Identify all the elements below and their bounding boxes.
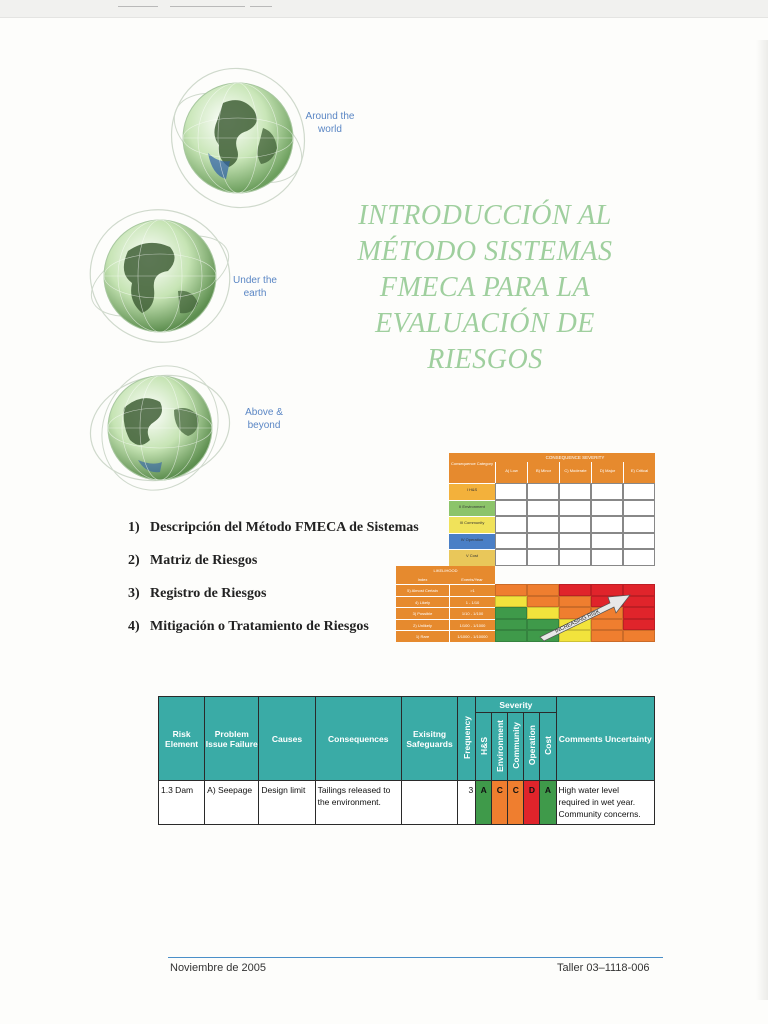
consequence-grid-cell	[591, 549, 623, 566]
cell-sev-operation: D	[524, 781, 540, 825]
title-line: FMECA PARA LA	[379, 272, 591, 303]
scan-border-right	[756, 40, 768, 1000]
consequence-grid-cell	[623, 500, 655, 517]
topic-number: 1)	[128, 520, 140, 535]
footer-date: Noviembre de 2005	[170, 962, 267, 974]
header-sev-hs	[476, 713, 492, 781]
severity-level-label: E) Critical	[623, 462, 655, 483]
title-line: RIESGOS	[427, 344, 543, 375]
consequence-grid-cell	[527, 500, 559, 517]
cell-comments: High water level required in wet year. Community concerns.	[556, 781, 654, 825]
heatmap-cell	[495, 607, 527, 619]
likelihood-index: 4) Likely	[396, 596, 449, 608]
footer-doc-code: Taller 03–1118-006	[557, 962, 650, 974]
category-cell: V Cost	[449, 549, 495, 566]
globe-above-and-beyond	[88, 360, 238, 505]
likelihood-index: 2) Unlikely	[396, 619, 449, 631]
consequence-grid-cell	[623, 483, 655, 500]
page-title	[330, 198, 640, 378]
severity-header: CONSEQUENCE SEVERITY	[495, 453, 655, 462]
cell-sev-hs: A	[476, 781, 492, 825]
likelihood-events: 1/1000 - 1/10000	[449, 630, 495, 642]
likelihood-header: LIKELIHOOD	[396, 566, 495, 575]
sev-col-label: Community	[510, 722, 521, 769]
globe-under-the-earth	[88, 196, 238, 361]
heatmap-cell	[495, 596, 527, 608]
index-header: Index	[396, 575, 449, 584]
topic-text: Matriz de Riesgos	[150, 553, 258, 568]
globe-label-text: Around the world	[305, 111, 355, 135]
globe-icon	[168, 58, 308, 218]
scan-mark	[170, 6, 245, 7]
sev-col-label: Operation	[526, 725, 537, 766]
globe-label-under-the-earth	[225, 274, 285, 300]
risk-matrix	[396, 453, 656, 644]
header-risk-element: Risk Element	[159, 697, 205, 781]
topic-number: 3)	[128, 586, 140, 601]
category-cell: I H&S	[449, 483, 495, 500]
severity-level-label: C) Moderate	[559, 462, 591, 483]
scan-border-top	[0, 0, 768, 18]
title-line: EVALUACIÓN DE	[375, 308, 595, 339]
category-cell: III Community	[449, 516, 495, 533]
header-problem: Problem Issue Failure	[205, 697, 259, 781]
header-severity: Severity	[476, 697, 556, 713]
title-line: INTRODUCCIÓN AL	[358, 200, 612, 231]
cell-problem: A) Seepage	[205, 781, 259, 825]
likelihood-events: >1	[449, 584, 495, 596]
consequence-grid-cell	[559, 549, 591, 566]
consequence-grid-cell	[495, 483, 527, 500]
consequence-grid-cell	[559, 533, 591, 550]
footer-divider	[168, 957, 663, 958]
globe-icon	[88, 196, 238, 356]
cell-consequences: Tailings released to the environment.	[315, 781, 401, 825]
consequence-grid-cell	[495, 533, 527, 550]
consequence-grid-cell	[623, 533, 655, 550]
topic-text: Mitigación o Tratamiento de Riesgos	[150, 619, 369, 634]
consequence-grid-cell	[527, 483, 559, 500]
scan-mark	[118, 6, 158, 7]
header-comments: Comments Uncertainty	[556, 697, 654, 781]
cell-causes: Design limit	[259, 781, 315, 825]
consequence-grid-cell	[495, 500, 527, 517]
consequence-grid-cell	[527, 549, 559, 566]
header-frequency	[458, 697, 476, 781]
likelihood-events: 1 - 1/10	[449, 596, 495, 608]
increasing-risk-arrow-icon	[536, 587, 636, 647]
category-cell: II Environment	[449, 500, 495, 517]
likelihood-events: 1/100 - 1/1000	[449, 619, 495, 631]
consequence-grid-cell	[495, 516, 527, 533]
arrow-label: INCREASING RISK	[554, 608, 601, 635]
likelihood-index: 5) Almost Certain	[396, 584, 449, 596]
consequence-grid-cell	[591, 500, 623, 517]
cell-frequency: 3	[458, 781, 476, 825]
likelihood-events: 1/10 - 1/100	[449, 607, 495, 619]
topic-text: Descripción del Método FMECA de Sistemas	[150, 520, 419, 535]
topic-number: 4)	[128, 619, 140, 634]
topic-number: 2)	[128, 553, 140, 568]
consequence-grid-cell	[591, 533, 623, 550]
likelihood-index: 1) Rare	[396, 630, 449, 642]
heatmap-cell	[495, 630, 527, 642]
cell-sev-cost: A	[540, 781, 556, 825]
likelihood-index: 3) Possible	[396, 607, 449, 619]
severity-level-label: D) Major	[591, 462, 623, 483]
table-row	[159, 781, 655, 825]
sev-col-label: Cost	[543, 736, 553, 755]
globe-label-around-the-world	[300, 110, 360, 136]
consequence-grid-cell	[623, 516, 655, 533]
severity-level-label: A) Low	[495, 462, 527, 483]
consequence-grid-cell	[559, 483, 591, 500]
globe-icon	[88, 360, 238, 500]
topic-item	[128, 586, 419, 619]
header-consequences: Consequences	[315, 697, 401, 781]
header-sev-operation	[524, 713, 540, 781]
category-header: Consequence Category	[449, 453, 495, 483]
topic-text: Registro de Riesgos	[150, 586, 267, 601]
globe-label-text: Above & beyond	[245, 407, 283, 431]
header-sev-environment	[492, 713, 508, 781]
header-safeguards: Exisitng Safeguards	[401, 697, 457, 781]
consequence-grid-cell	[591, 483, 623, 500]
globe-label-above-and-beyond	[238, 406, 290, 432]
topic-item	[128, 520, 419, 553]
heatmap-cell	[495, 619, 527, 631]
consequence-grid-cell	[559, 516, 591, 533]
sev-col-label: Environment	[494, 719, 505, 772]
severity-level-label: B) Minor	[527, 462, 559, 483]
cell-sev-community: C	[508, 781, 524, 825]
title-line: MÉTODO SISTEMAS	[357, 236, 613, 267]
header-sev-cost	[540, 713, 556, 781]
category-cell: IV Operation	[449, 533, 495, 550]
cell-risk-element: 1.3 Dam	[159, 781, 205, 825]
consequence-grid-cell	[559, 500, 591, 517]
frequency-label: Frequency	[461, 716, 472, 759]
consequence-grid-cell	[623, 549, 655, 566]
risk-register-table	[158, 696, 655, 825]
heatmap-cell	[495, 584, 527, 596]
consequence-grid-cell	[527, 516, 559, 533]
cell-safeguards	[401, 781, 457, 825]
consequence-grid-cell	[495, 549, 527, 566]
scan-mark	[250, 6, 272, 7]
globe-label-text: Under the earth	[233, 275, 277, 299]
sev-col-label: H&S	[478, 736, 489, 755]
topic-item	[128, 553, 419, 586]
header-causes: Causes	[259, 697, 315, 781]
topics-list	[128, 520, 419, 652]
consequence-grid-cell	[591, 516, 623, 533]
header-sev-community	[508, 713, 524, 781]
topic-item	[128, 619, 419, 652]
consequence-grid-cell	[527, 533, 559, 550]
events-header: Events/Year	[449, 575, 495, 584]
cell-sev-environment: C	[492, 781, 508, 825]
